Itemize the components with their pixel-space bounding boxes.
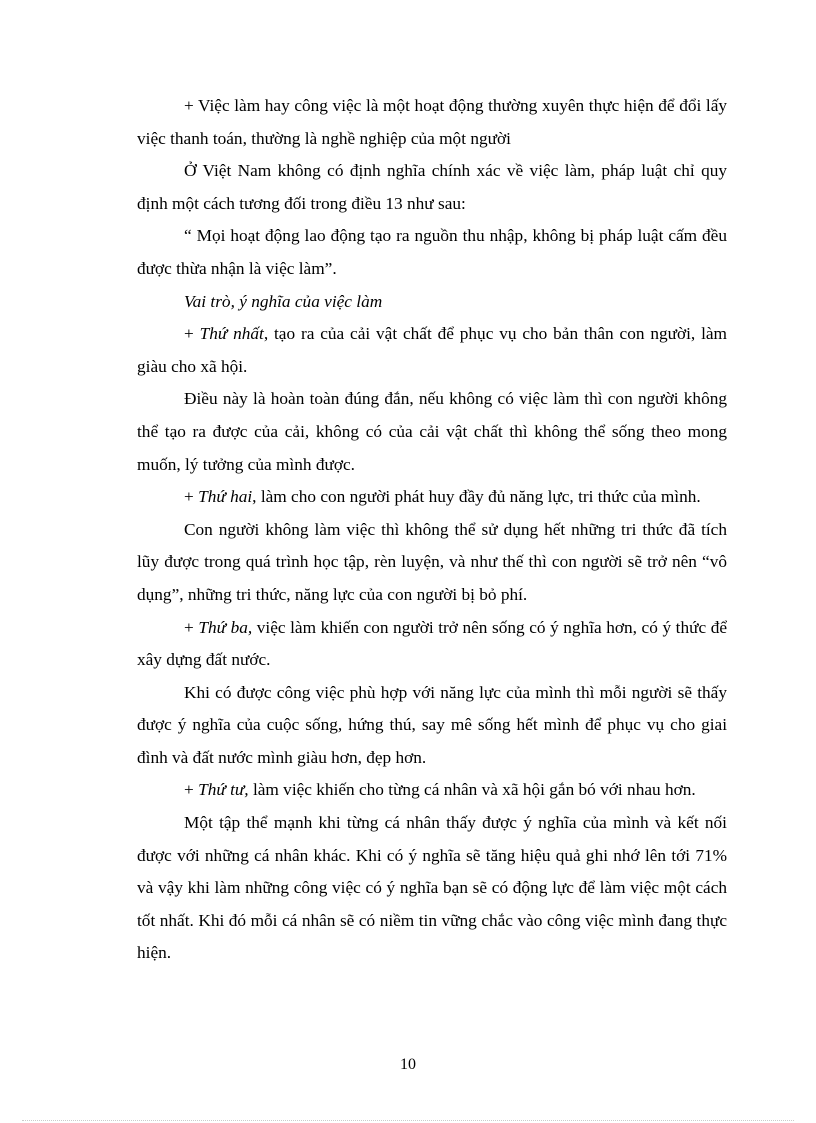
paragraph-text: Khi có được công việc phù hợp với năng lực của mình thì mỗi người sẽ thấy được ý nghĩa của cuộc sống, hứng thú, say mê sống hết mình để phục vụ cho giai đình và đất nước mình giàu hơn, đẹp hơn. — [137, 682, 727, 767]
paragraph-text: việc làm khiến con người trở nên sống có ý nghĩa hơn, có ý thức để xây dựng đất nước. — [137, 617, 728, 670]
bullet-marker: + — [184, 780, 199, 800]
paragraph-text: + Việc làm hay công việc là một hoạt động thường xuyên thực hiện để đổi lấy việc thanh toán, thường là nghề nghiệp của một người — [137, 96, 727, 148]
paragraph-first-role-explanation — [137, 383, 727, 481]
role-label: Thứ nhất — [199, 324, 264, 344]
paragraph-second-role-explanation — [137, 514, 727, 612]
paragraph-text: , tạo ra của cải vật chất để phục vụ cho bản thân con người, làm giàu cho xã hội. — [137, 324, 727, 376]
paragraph-fourth-role-explanation — [137, 807, 727, 970]
paragraph-fourth-role — [137, 774, 727, 807]
paragraph-text: Con người không làm việc thì không thể sử dụng hết những tri thức đã tích lũy được trong quá trình học tập, rèn luyện, và như thế thì con người sẽ trở nên “vô dụng”, những tri thức, năng lực của con người bị bỏ phí. — [137, 519, 727, 604]
section-heading-text: Vai trò, ý nghĩa của việc làm — [184, 291, 383, 311]
page-bottom-divider — [22, 1120, 794, 1121]
paragraph-text: , làm cho con người phát huy đầy đủ năng lực, tri thức của mình. — [252, 487, 701, 507]
paragraph-third-role-explanation — [137, 677, 727, 775]
paragraph-text: “ Mọi hoạt động lao động tạo ra nguồn thu nhập, không bị pháp luật cấm đều được thừa nhận là việc làm”. — [137, 226, 727, 278]
paragraph-third-role — [137, 612, 727, 677]
role-label: Thứ ba, — [198, 617, 253, 637]
paragraph-second-role — [137, 481, 727, 514]
paragraph-legal-quote — [137, 220, 727, 285]
paragraph-vietnam-definition — [137, 155, 727, 220]
section-heading — [137, 286, 727, 319]
paragraph-text: Ở Việt Nam không có định nghĩa chính xác về việc làm, pháp luật chỉ quy định một cách tương đối trong điều 13 như sau: — [137, 161, 727, 213]
paragraph-text: làm việc khiến cho từng cá nhân và xã hội gắn bó với nhau hơn. — [248, 780, 696, 800]
paragraph-definition — [137, 90, 727, 155]
paragraph-text: Điều này là hoàn toàn đúng đắn, nếu không có việc làm thì con người không thể tạo ra được của cải, không có của cải vật chất thì không thể sống theo mong muốn, lý tưởng của mình được. — [137, 389, 727, 474]
bullet-marker: + — [184, 487, 199, 507]
page-number: 10 — [400, 1056, 416, 1073]
role-label: Thứ hai — [198, 487, 253, 507]
role-label: Thứ tư, — [198, 780, 249, 800]
paragraph-text: Một tập thể mạnh khi từng cá nhân thấy được ý nghĩa của mình và kết nối được với những cá nhân khác. Khi có ý nghĩa sẽ tăng hiệu quả ghi nhớ lên tới 71% và vậy khi làm những công việc có ý nghĩa bạn sẽ có động lực để làm việc một cách tốt nhất. Khi đó mỗi cá nhân sẽ có niềm tin vững chắc vào công việc mình đang thực hiện. — [137, 813, 727, 963]
bullet-marker: + — [184, 617, 199, 637]
paragraph-first-role — [137, 318, 727, 383]
body-text — [137, 90, 727, 970]
bullet-marker: + — [184, 324, 200, 344]
